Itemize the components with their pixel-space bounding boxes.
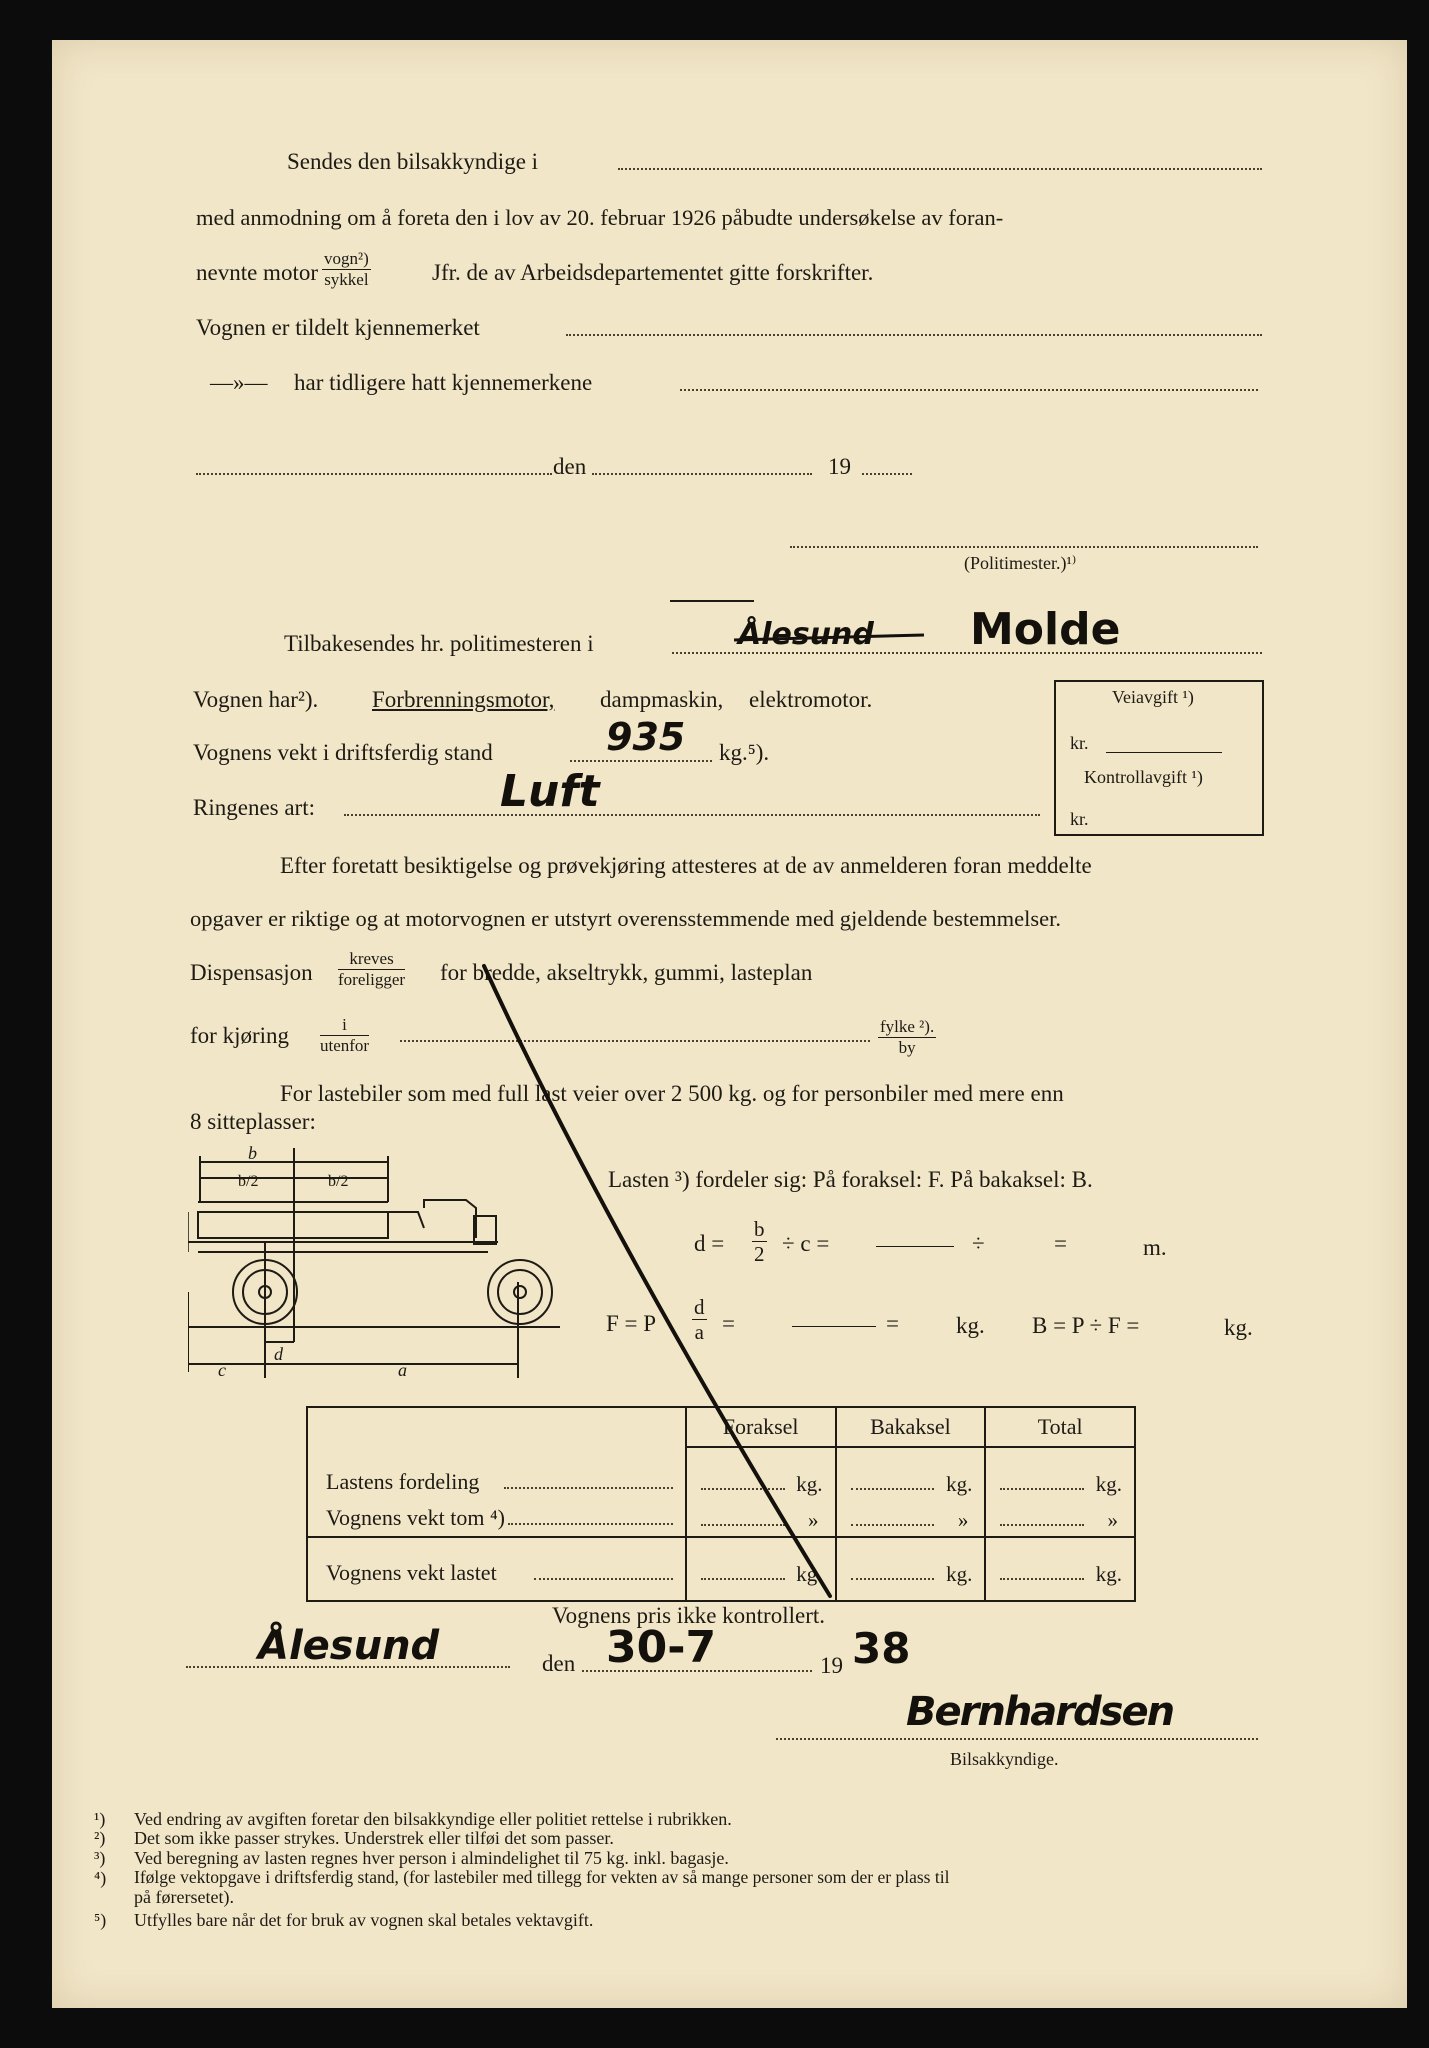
eq-f-d: d <box>694 1295 705 1319</box>
frac-vogn: vogn²) <box>324 249 369 268</box>
bilsakkyndig-signature: Bernhardsen <box>906 1689 1174 1735</box>
row-label-vekt-tom: Vognens vekt tom ⁴) <box>326 1505 505 1530</box>
footnote-text-1: Ved endring av avgiften foretar den bilsakkyndige eller politiet rettelse i rubrikken. <box>134 1809 732 1829</box>
sendes-label: Sendes den bilsakkyndige i <box>287 149 539 174</box>
place-handwritten: Molde <box>970 604 1121 655</box>
cell-unit: kg. <box>796 1562 823 1586</box>
divider-line <box>670 600 754 602</box>
vekt-unit: kg.⁵). <box>719 740 770 765</box>
eq-d-eq: = <box>1054 1231 1067 1256</box>
bilsakkyndig-signature-field[interactable] <box>776 1738 1258 1740</box>
sted-field-1[interactable] <box>196 473 552 475</box>
frac-fylke: fylke ²). <box>880 1017 935 1036</box>
frac-foreligger: foreligger <box>338 969 406 989</box>
tilbakesendes-label: Tilbakesendes hr. politimesteren i <box>284 631 594 656</box>
cell-total-2[interactable] <box>985 1537 1135 1601</box>
footnote-text-4: Ifølge vektopgave i driftsferdig stand, (for lastebiler med tillegg for vekten av så mange personer som der er plass til <box>134 1867 950 1887</box>
vekt-field[interactable] <box>570 760 712 762</box>
eq-b-unit: kg. <box>1224 1315 1253 1340</box>
eq-d-post: ÷ c = <box>782 1231 830 1256</box>
vekt-label: Vognens vekt i driftsferdig stand <box>193 740 493 765</box>
fee-box <box>1054 680 1264 836</box>
frac-sykkel: sykkel <box>324 269 369 289</box>
eq-d-pre: d = <box>694 1231 725 1256</box>
cell-dots <box>1000 1524 1084 1526</box>
politimester-place-field[interactable] <box>672 652 1262 654</box>
table-header-total: Total <box>985 1407 1135 1447</box>
table-header-bakaksel: Bakaksel <box>836 1407 986 1447</box>
footnote-text-3: Ved beregning av lasten regnes hver person i almindelighet til 75 kg. inkl. bagasje. <box>134 1848 729 1868</box>
tidligere-kjennemerker-field[interactable] <box>680 389 1258 391</box>
eq-b: B = P ÷ F = <box>1032 1313 1140 1338</box>
date-field-1[interactable] <box>592 473 812 475</box>
kr-label-1: kr. <box>1070 733 1089 753</box>
eq-d-field-1[interactable] <box>876 1246 954 1247</box>
diagram-label-b-half-left: b/2 <box>238 1173 259 1190</box>
cell-unit: » <box>1107 1508 1118 1532</box>
nevnte-motor-text: nevnte motor <box>196 260 318 285</box>
sendes-field[interactable] <box>618 168 1262 170</box>
footnote-text-4b: på førersetet). <box>134 1887 234 1907</box>
eq-f-pre: F = P <box>606 1311 657 1336</box>
veiavgift-label: Veiavgift ¹) <box>1112 687 1194 707</box>
veiavgift-line <box>1106 752 1222 753</box>
cell-unit: » <box>808 1508 819 1532</box>
eq-f-eq: = <box>722 1311 735 1336</box>
footnote-text-2: Det som ikke passer strykes. Understrek eller tilføi det som passer. <box>134 1828 614 1848</box>
cell-unit: kg. <box>796 1472 823 1496</box>
footnote-mark-4: ⁴) <box>94 1868 107 1888</box>
den-label-1: den <box>553 454 587 479</box>
footnote-mark-1: ¹) <box>94 1809 106 1829</box>
row-label-vekt-lastet: Vognens vekt lastet <box>326 1560 497 1585</box>
cell-total-1[interactable] <box>985 1447 1135 1537</box>
motor-type-damp: dampmaskin, <box>600 687 724 712</box>
tidligere-kjennemerker-label: har tidligere hatt kjennemerkene <box>294 370 593 395</box>
sign-den-label: den <box>542 1651 576 1676</box>
kjennemerket-field[interactable] <box>566 334 1262 336</box>
fylke-by-fraction <box>878 1018 936 1057</box>
year-field-1[interactable] <box>862 473 912 475</box>
politimester-label: (Politimester.)¹⁾ <box>964 553 1077 573</box>
diagram-label-c: c <box>218 1360 226 1378</box>
eq-d-div: ÷ <box>972 1231 985 1256</box>
politimester-signature-field[interactable] <box>790 546 1258 548</box>
cell-dots <box>851 1488 935 1490</box>
cell-dots <box>1000 1578 1084 1580</box>
cell-unit: » <box>957 1508 969 1532</box>
cell-dots <box>1000 1488 1084 1490</box>
diagram-label-b: b <box>248 1143 257 1163</box>
dispensasjon-label: Dispensasjon <box>190 960 313 985</box>
cell-unit: kg. <box>1095 1562 1122 1586</box>
ringenes-handwritten: Luft <box>500 766 600 817</box>
vekt-handwritten: 935 <box>606 715 686 759</box>
sign-place-handwritten: Ålesund <box>258 1623 440 1669</box>
eq-d-b: b <box>754 1217 765 1241</box>
year-19-label-1: 19 <box>828 454 851 479</box>
motor-type-forbrenning: Forbrenningsmotor, <box>372 687 555 712</box>
cell-dots <box>851 1578 935 1580</box>
anmodning-text: med anmodning om å foreta den i lov av 20. februar 1926 påbudte undersøkelse av foran- <box>196 205 1004 230</box>
sign-year-prefix: 19 <box>820 1653 843 1678</box>
lasten-fordeling-text: Lasten ³) fordeler sig: På foraksel: F. På bakaksel: B. <box>608 1167 1093 1192</box>
table-header-foraksel: Foraksel <box>686 1407 836 1447</box>
lastebiler-line1: For lastebiler som med full last veier over 2 500 kg. og for personbiler med mere enn <box>280 1081 1064 1106</box>
attest-line2: opgaver er riktige og at motorvognen er utstyrt overensstemmende med gjeldende bestemmelser. <box>190 906 1061 931</box>
diagram-label-a: a <box>398 1360 407 1378</box>
bilsakkyndige-label: Bilsakkyndige. <box>950 1749 1059 1769</box>
kreves-foreligger-fraction <box>338 950 405 989</box>
eq-f-eq2: = <box>886 1311 899 1336</box>
ringenes-field[interactable] <box>344 814 1040 816</box>
cell-unit: kg. <box>1095 1472 1122 1496</box>
frac-i: i <box>320 1016 369 1036</box>
forskrifter-text: Jfr. de av Arbeidsdepartementet gitte forskrifter. <box>432 260 874 285</box>
lastebiler-line2: 8 sitteplasser: <box>190 1109 316 1134</box>
place-struck-handwritten: Ålesund <box>738 617 874 652</box>
cell-bakaksel-1[interactable] <box>836 1447 986 1537</box>
vogn-sykkel-fraction <box>322 250 371 289</box>
frac-utenfor: utenfor <box>320 1035 370 1055</box>
kontrollavgift-label: Kontrollavgift ¹) <box>1084 767 1203 787</box>
eq-f-a: a <box>694 1320 704 1345</box>
motor-type-elektro: elektromotor. <box>749 687 873 712</box>
eq-d-unit: m. <box>1143 1235 1167 1260</box>
vognen-har-label: Vognen har²). <box>193 687 319 712</box>
kr-label-2: kr. <box>1070 809 1089 829</box>
dispensasjon-text: for bredde, akseltrykk, gummi, lasteplan <box>440 960 813 985</box>
sign-year-handwritten: 38 <box>852 1624 911 1673</box>
ringenes-label: Ringenes art: <box>193 795 315 820</box>
eq-d-2: 2 <box>754 1242 765 1267</box>
cell-unit: kg. <box>946 1472 973 1496</box>
diagram-label-b-half-right: b/2 <box>328 1173 349 1190</box>
row-label-lastens: Lastens fordeling <box>326 1469 480 1494</box>
sign-date-handwritten: 30-7 <box>606 1622 717 1673</box>
kjoring-label: for kjøring <box>190 1023 290 1048</box>
cell-unit: kg. <box>946 1562 973 1586</box>
ditto-mark: —»— <box>210 370 268 395</box>
footnote-mark-2: ²) <box>94 1828 106 1848</box>
i-utenfor-fraction <box>320 1016 369 1055</box>
footnote-mark-5: ⁵) <box>94 1910 107 1930</box>
eq-f-unit: kg. <box>956 1313 985 1338</box>
footnote-mark-3: ³) <box>94 1848 106 1868</box>
diagonal-pen-stroke <box>470 960 850 1600</box>
pris-text: Vognens pris ikke kontrollert. <box>552 1603 825 1628</box>
frac-by: by <box>898 1037 916 1057</box>
footnote-text-5: Utfylles bare når det for bruk av vognen skal betales vektavgift. <box>134 1910 594 1930</box>
cell-bakaksel-2[interactable] <box>836 1537 986 1601</box>
diagram-label-d: d <box>274 1344 283 1364</box>
kjennemerket-label: Vognen er tildelt kjennemerket <box>196 315 480 340</box>
attest-line1: Efter foretatt besiktigelse og prøvekjøring attesteres at de av anmelderen foran meddelte <box>280 853 1092 878</box>
frac-kreves: kreves <box>338 950 405 970</box>
cell-dots <box>851 1524 935 1526</box>
